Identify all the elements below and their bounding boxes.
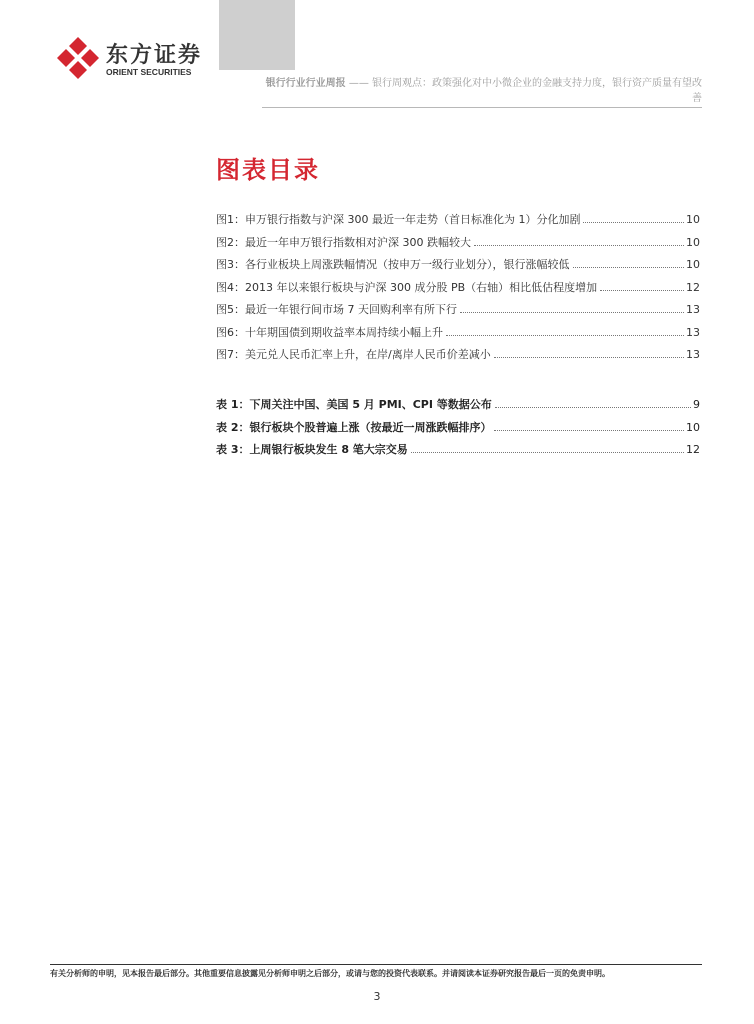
- toc-entry-title: 下周关注中国、美国 5 月 PMI、CPI 等数据公布: [249, 398, 492, 411]
- toc-entry-figure[interactable]: [216, 279, 700, 302]
- toc-entry-figure[interactable]: [216, 324, 700, 347]
- toc-entry-label: 图5：: [216, 303, 245, 316]
- toc-entry-page: 12: [686, 280, 700, 294]
- toc-entry-title: 银行板块个股普遍上涨（按最近一周涨跌幅排序）: [249, 420, 492, 434]
- toc-entry-title: 最近一年银行间市场 7 天回购利率有所下行: [245, 303, 457, 316]
- toc-entry-label: 图4：: [216, 280, 245, 294]
- toc-entry-label: 表 2：: [216, 420, 250, 434]
- dot-leader: [573, 267, 685, 268]
- toc-entry-figure[interactable]: [216, 301, 700, 324]
- dot-leader: [495, 407, 691, 408]
- toc-entry-figure[interactable]: [216, 234, 700, 257]
- toc-entry-label: 表 3：: [216, 443, 250, 456]
- toc-entry-table[interactable]: [216, 441, 700, 464]
- toc-entry-label: 图6：: [216, 325, 245, 339]
- toc-entry-label: 表 1：: [216, 398, 250, 411]
- toc-entry-label: 图3：: [216, 258, 245, 271]
- toc-entry-page: 13: [686, 303, 700, 316]
- dot-leader: [583, 222, 684, 223]
- footer-disclaimer: 有关分析师的申明，见本报告最后部分。其他重要信息披露见分析师申明之后部分，或请与您的投资代表联系。并请阅读本证券研究报告最后一页的免责申明。: [50, 969, 610, 978]
- toc-entry-title: 美元兑人民币汇率上升，在岸/离岸人民币价差减小: [245, 348, 491, 361]
- table-list: [216, 396, 700, 464]
- company-logo: [56, 36, 226, 86]
- dot-leader: [460, 312, 684, 313]
- toc-entry-title: 上周银行板块发生 8 笔大宗交易: [249, 443, 408, 456]
- toc-entry-title: 最近一年申万银行指数相对沪深 300 跌幅较大: [245, 235, 471, 249]
- toc-entry-label: 图1：: [216, 213, 245, 226]
- report-header: [262, 76, 702, 106]
- toc-entry-table[interactable]: [216, 419, 700, 442]
- section-title: 图表目录: [216, 156, 320, 184]
- dot-leader: [494, 357, 684, 358]
- dot-leader: [600, 290, 684, 291]
- toc-entry-page: 13: [686, 325, 700, 339]
- toc-entry-page: 10: [686, 235, 700, 249]
- toc-entry-title: 2013 年以来银行板块与沪深 300 成分股 PB（右轴）相比低估程度增加: [245, 280, 598, 294]
- toc-entry-label: 图2：: [216, 235, 245, 249]
- brand-name-en: ORIENT SECURITIES: [106, 67, 192, 77]
- toc-entry-page: 10: [686, 258, 700, 271]
- page-number: 3: [373, 990, 381, 1003]
- footer-divider: [50, 964, 702, 965]
- toc-entry-figure[interactable]: [216, 346, 700, 369]
- report-type: 银行行业行业周报: [265, 78, 346, 89]
- toc-entry-page: 13: [686, 348, 700, 361]
- toc-entry-page: 10: [686, 420, 700, 434]
- dot-leader: [411, 452, 684, 453]
- dot-leader: [474, 245, 684, 246]
- report-title: 银行周观点：政策强化对中小微企业的金融支持力度，银行资产质量有望改善: [372, 78, 702, 104]
- toc-entry-page: 10: [686, 213, 700, 226]
- figure-list: [216, 211, 700, 369]
- toc-entry-title: 申万银行指数与沪深 300 最近一年走势（首日标准化为 1）分化加剧: [245, 213, 581, 226]
- header-decoration-band: [219, 0, 295, 70]
- brand-name-cn: 东方证券: [106, 43, 203, 68]
- dot-leader: [446, 335, 684, 336]
- toc-entry-page: 9: [693, 398, 700, 411]
- toc-entry-title: 各行业板块上周涨跌幅情况（按申万一级行业划分），银行涨幅较低: [245, 258, 570, 271]
- toc-entry-figure[interactable]: [216, 256, 700, 279]
- header-divider: [262, 107, 702, 108]
- orient-securities-logo-icon: [56, 36, 100, 80]
- toc-entry-title: 十年期国债到期收益率本周持续小幅上升: [245, 325, 443, 339]
- toc-entry-table[interactable]: [216, 396, 700, 419]
- toc-entry-page: 12: [686, 443, 700, 456]
- header-separator: ——: [345, 78, 372, 89]
- toc-entry-label: 图7：: [216, 348, 245, 361]
- dot-leader: [494, 430, 684, 431]
- toc-entry-figure[interactable]: [216, 211, 700, 234]
